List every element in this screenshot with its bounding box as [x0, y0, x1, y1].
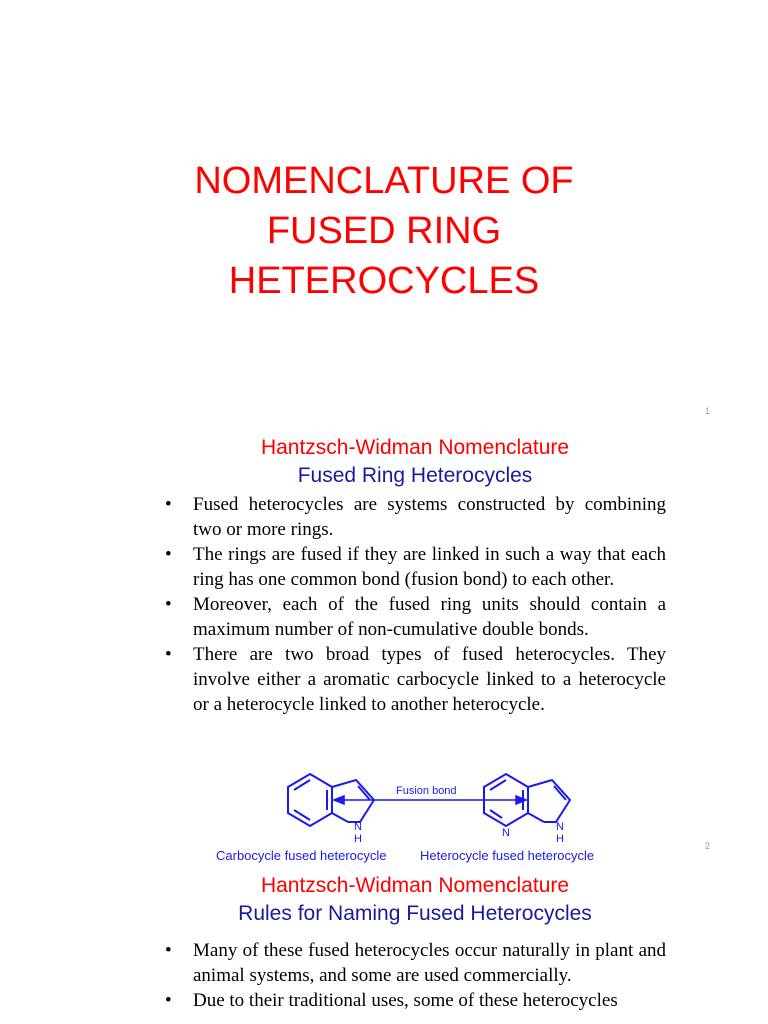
bullet-dot: • [165, 644, 172, 665]
page-number: 2 [705, 841, 711, 851]
bullet-dot: • [165, 594, 172, 615]
bullet-dot: • [165, 940, 172, 961]
section-heading: Hantzsch-Widman Nomenclature [260, 436, 570, 459]
bullet-text: Many of these fused heterocycles occur naturally in plant and animal systems, and some are used commercially. [193, 940, 666, 986]
bullet-item [163, 938, 666, 988]
bullet-item [163, 492, 666, 542]
section-heading: Hantzsch-Widman Nomenclature [260, 874, 570, 897]
slide-title-line-2: FUSED RING [266, 210, 502, 252]
bullet-item [163, 642, 666, 717]
bullet-item [163, 592, 666, 642]
fusion-bond-arrows [334, 796, 526, 804]
page-number: 1 [705, 406, 711, 416]
bullet-text: There are two broad types of fused heterocycles. They involve either a aromatic carbocycle linked to a heterocycle or a heterocycle linked to another heterocycle. [193, 644, 666, 715]
atom-label-n: N [502, 827, 510, 839]
atom-label-n: N [556, 821, 564, 833]
bullet-text: Due to their traditional uses, some of these heterocycles [193, 990, 618, 1011]
bullet-text: Fused heterocycles are systems constructed by combining two or more rings. [193, 494, 666, 540]
bullet-text: Moreover, each of the fused ring units should contain a maximum number of non-cumulative double bonds. [193, 594, 666, 640]
figure-caption-right: Heterocycle fused heterocycle [420, 848, 595, 863]
slide-title-line-1: NOMENCLATURE OF [194, 160, 574, 202]
bullet-dot: • [165, 990, 172, 1011]
atom-label-h: H [354, 833, 362, 845]
bullet-item [163, 988, 666, 1013]
bullet-dot: • [165, 544, 172, 565]
bullet-text: The rings are fused if they are linked in such a way that each ring has one common bond (fusion bond) to each other. [193, 544, 666, 590]
bullet-list [163, 938, 666, 1013]
fused-heterocycle-figure [270, 766, 590, 846]
figure-caption-left: Carbocycle fused heterocycle [216, 848, 387, 863]
section-subheading: Fused Ring Heterocycles [297, 464, 533, 487]
slide-title-line-3: HETEROCYCLES [228, 260, 540, 302]
atom-label-n: N [354, 821, 362, 833]
bullet-dot: • [165, 494, 172, 515]
section-subheading: Rules for Naming Fused Heterocycles [238, 902, 592, 925]
fusion-bond-label: Fusion bond [396, 785, 457, 797]
bullet-item [163, 542, 666, 592]
atom-label-h: H [556, 833, 564, 845]
bullet-list [163, 492, 666, 717]
